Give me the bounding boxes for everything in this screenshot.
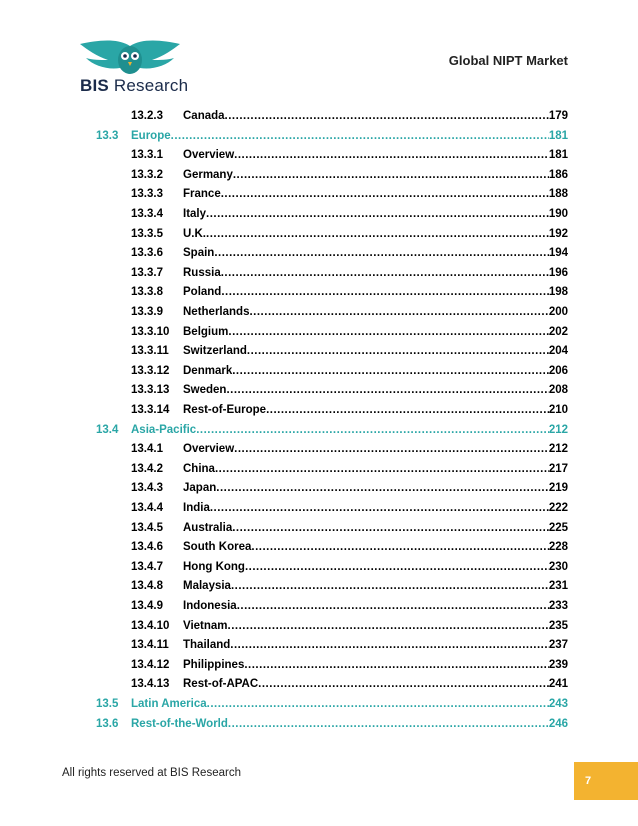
toc-leader-dots [233, 168, 549, 182]
toc-entry-page: 225 [548, 521, 568, 534]
toc-entry-title: Hong Kong [183, 560, 245, 573]
toc-leader-dots [228, 325, 548, 339]
toc-leader-dots [258, 677, 549, 691]
toc-leader-dots [266, 403, 549, 417]
toc-entry-page: 239 [548, 658, 568, 671]
toc-entry-number: 13.4.1 [131, 443, 163, 456]
toc-leader-dots [210, 501, 549, 515]
toc-entry-number: 13.3.11 [131, 345, 169, 358]
toc-entry-number: 13.4 [96, 423, 119, 436]
toc-subsection-entry[interactable] [131, 320, 568, 339]
toc-entry-title: South Korea [183, 541, 252, 554]
toc-leader-dots [231, 579, 549, 593]
toc-entry-title: India [183, 502, 210, 514]
toc-subsection-entry[interactable] [131, 614, 568, 633]
toc-entry-number: 13.4.10 [131, 619, 170, 632]
toc-entry-title: France [183, 188, 221, 201]
toc-subsection-entry[interactable] [131, 163, 568, 182]
toc-entry-title: Russia [183, 266, 221, 279]
toc-subsection-entry[interactable] [131, 202, 568, 221]
toc-entry-page: 210 [548, 404, 568, 416]
toc-subsection-entry[interactable] [131, 555, 568, 574]
toc-entry-page: 181 [548, 149, 568, 162]
toc-entry-number: 13.3.12 [131, 364, 170, 377]
toc-entry-title: Poland [183, 286, 222, 299]
toc-entry-page: 235 [548, 619, 568, 632]
toc-entry-title: Malaysia [183, 580, 231, 593]
toc-subsection-entry[interactable] [131, 496, 568, 515]
toc-entry-page: 200 [548, 306, 568, 318]
toc-entry-number: 13.4.6 [131, 541, 163, 554]
toc-entry-title: Asia-Pacific [131, 423, 197, 436]
toc-entry-page: 179 [548, 110, 568, 122]
toc-leader-dots [214, 246, 549, 260]
toc-entry-title: Japan [183, 482, 217, 495]
toc-entry-number: 13.4.11 [131, 639, 169, 652]
toc-subsection-entry[interactable] [131, 280, 568, 299]
toc-entry-number: 13.3.14 [131, 404, 170, 416]
toc-leader-dots [206, 227, 549, 241]
toc-entry-page: 217 [548, 462, 568, 475]
toc-entry-number: 13.4.8 [131, 580, 163, 593]
toc-leader-dots [234, 148, 549, 162]
toc-entry-number: 13.3.6 [131, 247, 163, 260]
toc-entry-title: Rest-of-Europe [183, 404, 267, 416]
toc-subsection-entry[interactable] [131, 398, 568, 417]
toc-entry-page: 228 [548, 541, 568, 554]
toc-entry-title: Indonesia [183, 600, 237, 612]
toc-leader-dots [196, 423, 549, 437]
toc-entry-page: 181 [548, 129, 568, 142]
toc-subsection-entry[interactable] [131, 653, 568, 672]
toc-entry-title: Australia [183, 521, 233, 534]
toc-entry-title: Overview [183, 443, 235, 456]
toc-entry-page: 231 [548, 580, 568, 593]
toc-section-entry[interactable] [96, 692, 568, 711]
toc-entry-page: 208 [548, 384, 568, 397]
toc-entry-page: 204 [548, 345, 568, 358]
toc-subsection-entry[interactable] [131, 535, 568, 554]
toc-entry-number: 13.3 [96, 129, 119, 142]
toc-entry-number: 13.3.5 [131, 227, 163, 240]
toc-leader-dots [232, 521, 549, 535]
toc-section-entry[interactable] [96, 712, 568, 731]
toc-entry-title: Sweden [183, 384, 227, 397]
toc-entry-title: Netherlands [183, 306, 250, 318]
toc-entry-number: 13.3.1 [131, 149, 163, 162]
toc-subsection-entry[interactable] [131, 476, 568, 495]
toc-section-entry[interactable] [96, 124, 568, 143]
toc-leader-dots [228, 619, 549, 633]
toc-entry-page: 243 [548, 698, 568, 710]
toc-subsection-entry[interactable] [131, 457, 568, 476]
toc-leader-dots [232, 364, 549, 378]
toc-entry-page: 194 [548, 247, 568, 260]
toc-entry-number: 13.3.3 [131, 188, 163, 201]
toc-leader-dots [215, 462, 549, 476]
toc-entry-number: 13.4.9 [131, 600, 163, 612]
toc-entry-number: 13.3.8 [131, 286, 163, 299]
toc-entry-page: 196 [548, 266, 568, 279]
toc-subsection-entry[interactable] [131, 672, 568, 691]
toc-subsection-entry[interactable] [131, 143, 568, 162]
toc-entry-title: Belgium [183, 325, 229, 338]
toc-leader-dots [221, 285, 548, 299]
toc-entry-page: 206 [548, 364, 568, 377]
toc-subsection-entry[interactable] [131, 182, 568, 201]
toc-entry-title: Canada [183, 110, 225, 122]
toc-subsection-entry[interactable] [131, 241, 568, 260]
toc-entry-title: U.K. [183, 227, 206, 240]
brand-wordmark: BIS Research [80, 76, 189, 95]
toc-subsection-entry[interactable] [131, 516, 568, 535]
toc-subsection-entry[interactable] [131, 261, 568, 280]
toc-entry-title: Rest-of-APAC [183, 678, 259, 691]
toc-entry-title: Philippines [183, 658, 245, 671]
toc-entry-number: 13.3.10 [131, 325, 170, 338]
toc-entry-title: Denmark [183, 364, 233, 377]
toc-subsection-entry[interactable] [131, 594, 568, 613]
toc-entry-page: 222 [548, 502, 568, 514]
toc-leader-dots [230, 638, 549, 652]
document-title: Global NIPT Market [448, 53, 568, 68]
toc-subsection-entry[interactable] [131, 633, 568, 652]
toc-leader-dots [225, 109, 549, 123]
page-number: 7 [585, 775, 592, 787]
toc-leader-dots [234, 442, 549, 456]
toc-entry-number: 13.4.3 [131, 482, 163, 495]
toc-leader-dots [226, 383, 548, 397]
toc-entry-title: Latin America [131, 698, 207, 710]
toc-entry-number: 13.3.13 [131, 384, 170, 397]
toc-entry-page: 219 [548, 482, 568, 495]
toc-leader-dots [171, 129, 549, 143]
toc-leader-dots [206, 207, 549, 221]
toc-entry-title: Germany [183, 168, 233, 181]
page-number-badge [574, 762, 638, 800]
toc-subsection-entry[interactable] [131, 339, 568, 358]
toc-leader-dots [207, 697, 549, 711]
toc-entry-number: 13.3.4 [131, 208, 163, 220]
toc-entry-number: 13.4.13 [131, 678, 170, 691]
toc-entry-number: 13.2.3 [131, 110, 163, 122]
toc-entry-title: Vietnam [183, 619, 228, 632]
toc-entry-page: 186 [548, 168, 568, 181]
toc-entry-title: China [183, 462, 215, 475]
footer-rights: All rights reserved at BIS Research [62, 767, 241, 779]
toc-section-entry[interactable] [96, 418, 568, 437]
toc-entry-number: 13.3.7 [131, 266, 163, 279]
toc-entry-title: Spain [183, 247, 215, 260]
toc-entry-page: 230 [548, 560, 568, 573]
toc-entry-number: 13.4.5 [131, 521, 163, 534]
toc-subsection-entry[interactable] [131, 300, 568, 319]
toc-entry-title: Thailand [183, 639, 231, 652]
toc-entry-title: Italy [183, 208, 207, 220]
toc-entry-page: 241 [548, 678, 568, 691]
toc-entry-number: 13.3.2 [131, 168, 163, 181]
toc-entry-number: 13.4.7 [131, 560, 163, 573]
toc-entry-title: Rest-of-the-World [131, 717, 228, 730]
toc-entry-number: 13.5 [96, 698, 119, 710]
toc-entry-title: Overview [183, 149, 235, 162]
toc-entry-page: 237 [548, 639, 568, 652]
toc-subsection-entry[interactable] [131, 378, 568, 397]
toc-leader-dots [244, 658, 548, 672]
toc-entry-page: 212 [548, 423, 568, 436]
toc-entry-page: 246 [548, 717, 568, 730]
toc-entry-page: 188 [548, 188, 568, 201]
toc-subsection-entry[interactable] [131, 104, 568, 123]
toc-leader-dots [216, 481, 549, 495]
toc-entry-title: Europe [131, 129, 171, 142]
toc-entry-title: Switzerland [183, 345, 247, 358]
toc-entry-page: 212 [548, 443, 568, 456]
toc-entry-page: 190 [548, 208, 568, 220]
toc-entry-page: 202 [548, 325, 568, 338]
toc-leader-dots [237, 599, 549, 613]
toc-leader-dots [221, 187, 549, 201]
toc-entry-number: 13.4.12 [131, 658, 170, 671]
toc-leader-dots [221, 266, 549, 280]
toc-entry-page: 233 [548, 600, 568, 612]
toc-entry-number: 13.4.2 [131, 462, 163, 475]
toc-entry-number: 13.3.9 [131, 306, 163, 318]
toc-entry-number: 13.6 [96, 717, 119, 730]
toc-subsection-entry[interactable] [131, 574, 568, 593]
toc-entry-page: 198 [548, 286, 568, 299]
toc-leader-dots [228, 717, 549, 731]
toc-leader-dots [245, 560, 549, 574]
toc-entry-number: 13.4.4 [131, 502, 163, 514]
toc-subsection-entry[interactable] [131, 222, 568, 241]
toc-entry-page: 192 [548, 227, 568, 240]
toc-leader-dots [247, 344, 549, 358]
toc-subsection-entry[interactable] [131, 359, 568, 378]
toc-leader-dots [251, 540, 548, 554]
toc-leader-dots [249, 305, 548, 319]
toc-subsection-entry[interactable] [131, 437, 568, 456]
